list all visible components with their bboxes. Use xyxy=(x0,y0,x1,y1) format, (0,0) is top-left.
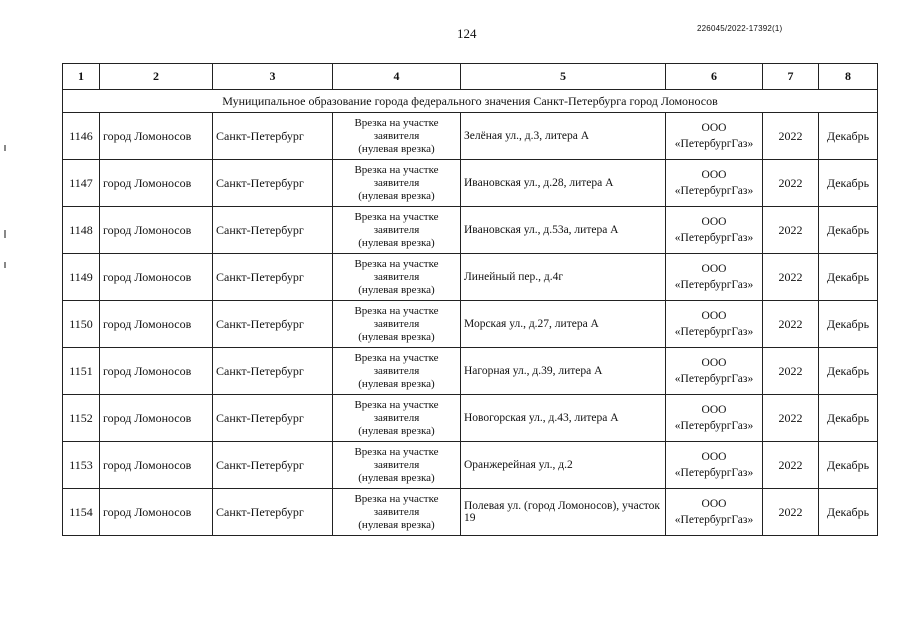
row-year: 2022 xyxy=(763,442,819,489)
row-contractor xyxy=(666,113,763,160)
row-city: город Ломоносов xyxy=(100,254,213,301)
row-contractor xyxy=(666,442,763,489)
margin-mark xyxy=(4,262,6,268)
row-work-type xyxy=(333,395,461,442)
column-header: 7 xyxy=(763,64,819,90)
row-address: Зелёная ул., д.3, литера А xyxy=(461,113,666,160)
row-region: Санкт-Петербург xyxy=(213,160,333,207)
contractor-line: ООО xyxy=(701,122,727,134)
margin-mark xyxy=(4,145,6,151)
section-title: Муниципальное образование города федерального значения Санкт-Петербурга город Ломоносов xyxy=(63,90,878,113)
row-year: 2022 xyxy=(763,207,819,254)
work-line: заявителя xyxy=(373,176,420,189)
contractor-line: «ПетербургГаз» xyxy=(674,467,754,479)
row-month: Декабрь xyxy=(819,442,878,489)
column-header: 4 xyxy=(333,64,461,90)
row-region: Санкт-Петербург xyxy=(213,489,333,536)
row-number: 1148 xyxy=(63,207,100,254)
table-row xyxy=(63,348,878,395)
margin-mark xyxy=(4,230,6,238)
work-line: (нулевая врезка) xyxy=(358,518,435,531)
row-month: Декабрь xyxy=(819,207,878,254)
row-number: 1151 xyxy=(63,348,100,395)
work-line: Врезка на участке xyxy=(354,351,439,364)
work-line: заявителя xyxy=(373,458,420,471)
document-id: 226045/2022-17392(1) xyxy=(697,24,783,33)
contractor-line: ООО xyxy=(701,216,727,228)
work-line: Врезка на участке xyxy=(354,445,439,458)
row-year: 2022 xyxy=(763,301,819,348)
row-address: Ивановская ул., д.53а, литера А xyxy=(461,207,666,254)
contractor-line: ООО xyxy=(701,310,727,322)
row-work-type xyxy=(333,254,461,301)
row-work-type xyxy=(333,113,461,160)
work-line: заявителя xyxy=(373,505,420,518)
contractor-line: ООО xyxy=(701,498,727,510)
work-line: Врезка на участке xyxy=(354,116,439,129)
work-line: заявителя xyxy=(373,364,420,377)
row-city: город Ломоносов xyxy=(100,395,213,442)
row-contractor xyxy=(666,160,763,207)
column-header: 3 xyxy=(213,64,333,90)
contractor-line: ООО xyxy=(701,169,727,181)
row-region: Санкт-Петербург xyxy=(213,442,333,489)
row-address: Полевая ул. (город Ломоносов), участок 19 xyxy=(461,489,666,536)
contractor-line: «ПетербургГаз» xyxy=(674,232,754,244)
work-line: Врезка на участке xyxy=(354,163,439,176)
work-line: (нулевая врезка) xyxy=(358,236,435,249)
row-region: Санкт-Петербург xyxy=(213,348,333,395)
registry-table xyxy=(62,63,878,536)
work-line: Врезка на участке xyxy=(354,304,439,317)
row-address: Новогорская ул., д.43, литера А xyxy=(461,395,666,442)
row-city: город Ломоносов xyxy=(100,113,213,160)
contractor-line: ООО xyxy=(701,357,727,369)
work-line: Врезка на участке xyxy=(354,210,439,223)
row-month: Декабрь xyxy=(819,395,878,442)
row-city: город Ломоносов xyxy=(100,207,213,254)
row-address: Оранжерейная ул., д.2 xyxy=(461,442,666,489)
column-header: 5 xyxy=(461,64,666,90)
row-contractor xyxy=(666,489,763,536)
row-year: 2022 xyxy=(763,395,819,442)
row-work-type xyxy=(333,301,461,348)
column-header: 1 xyxy=(63,64,100,90)
row-work-type xyxy=(333,160,461,207)
contractor-line: «ПетербургГаз» xyxy=(674,326,754,338)
table-row xyxy=(63,207,878,254)
work-line: заявителя xyxy=(373,270,420,283)
work-line: (нулевая врезка) xyxy=(358,424,435,437)
work-line: заявителя xyxy=(373,223,420,236)
column-header: 8 xyxy=(819,64,878,90)
column-header: 6 xyxy=(666,64,763,90)
work-line: заявителя xyxy=(373,129,420,142)
row-number: 1152 xyxy=(63,395,100,442)
contractor-line: ООО xyxy=(701,404,727,416)
row-work-type xyxy=(333,489,461,536)
row-year: 2022 xyxy=(763,160,819,207)
row-work-type xyxy=(333,442,461,489)
row-year: 2022 xyxy=(763,254,819,301)
header-row xyxy=(63,64,878,90)
contractor-line: «ПетербургГаз» xyxy=(674,185,754,197)
contractor-line: «ПетербургГаз» xyxy=(674,373,754,385)
table-row xyxy=(63,301,878,348)
row-address: Линейный пер., д.4г xyxy=(461,254,666,301)
row-city: город Ломоносов xyxy=(100,489,213,536)
table-row xyxy=(63,395,878,442)
row-work-type xyxy=(333,348,461,395)
row-region: Санкт-Петербург xyxy=(213,301,333,348)
row-year: 2022 xyxy=(763,348,819,395)
row-region: Санкт-Петербург xyxy=(213,113,333,160)
work-line: (нулевая врезка) xyxy=(358,330,435,343)
row-number: 1150 xyxy=(63,301,100,348)
work-line: (нулевая врезка) xyxy=(358,471,435,484)
contractor-line: ООО xyxy=(701,263,727,275)
row-address: Ивановская ул., д.28, литера А xyxy=(461,160,666,207)
row-work-type xyxy=(333,207,461,254)
work-line: Врезка на участке xyxy=(354,398,439,411)
row-region: Санкт-Петербург xyxy=(213,207,333,254)
row-address: Нагорная ул., д.39, литера А xyxy=(461,348,666,395)
row-city: город Ломоносов xyxy=(100,348,213,395)
row-contractor xyxy=(666,395,763,442)
row-contractor xyxy=(666,348,763,395)
row-city: город Ломоносов xyxy=(100,160,213,207)
contractor-line: «ПетербургГаз» xyxy=(674,138,754,150)
row-contractor xyxy=(666,254,763,301)
column-header: 2 xyxy=(100,64,213,90)
row-contractor xyxy=(666,301,763,348)
row-year: 2022 xyxy=(763,113,819,160)
row-region: Санкт-Петербург xyxy=(213,254,333,301)
row-number: 1149 xyxy=(63,254,100,301)
contractor-line: «ПетербургГаз» xyxy=(674,279,754,291)
table-row xyxy=(63,113,878,160)
row-month: Декабрь xyxy=(819,160,878,207)
work-line: (нулевая врезка) xyxy=(358,189,435,202)
row-address: Морская ул., д.27, литера А xyxy=(461,301,666,348)
work-line: Врезка на участке xyxy=(354,492,439,505)
row-contractor xyxy=(666,207,763,254)
work-line: заявителя xyxy=(373,317,420,330)
row-month: Декабрь xyxy=(819,301,878,348)
work-line: Врезка на участке xyxy=(354,257,439,270)
row-number: 1153 xyxy=(63,442,100,489)
row-year: 2022 xyxy=(763,489,819,536)
row-city: город Ломоносов xyxy=(100,442,213,489)
row-number: 1154 xyxy=(63,489,100,536)
table-row xyxy=(63,254,878,301)
row-month: Декабрь xyxy=(819,489,878,536)
contractor-line: «ПетербургГаз» xyxy=(674,514,754,526)
table-row xyxy=(63,160,878,207)
page-number: 124 xyxy=(457,26,477,41)
row-month: Декабрь xyxy=(819,254,878,301)
table-row xyxy=(63,442,878,489)
row-number: 1147 xyxy=(63,160,100,207)
work-line: (нулевая врезка) xyxy=(358,283,435,296)
table-row xyxy=(63,489,878,536)
section-row xyxy=(63,90,878,113)
contractor-line: «ПетербургГаз» xyxy=(674,420,754,432)
contractor-line: ООО xyxy=(701,451,727,463)
row-number: 1146 xyxy=(63,113,100,160)
row-region: Санкт-Петербург xyxy=(213,395,333,442)
row-month: Декабрь xyxy=(819,113,878,160)
work-line: (нулевая врезка) xyxy=(358,377,435,390)
work-line: заявителя xyxy=(373,411,420,424)
row-month: Декабрь xyxy=(819,348,878,395)
work-line: (нулевая врезка) xyxy=(358,142,435,155)
row-city: город Ломоносов xyxy=(100,301,213,348)
